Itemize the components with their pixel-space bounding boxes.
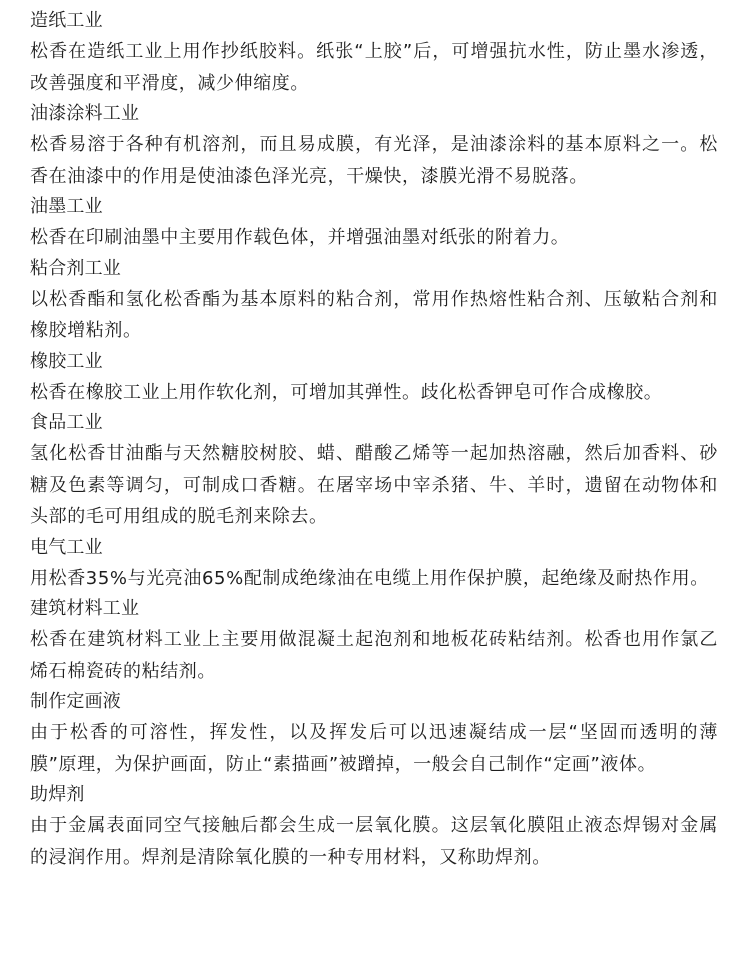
section-papermaking <box>30 6 718 99</box>
section-paragraph: 由于金属表面同空气接触后都会生成一层氧化膜。这层氧化膜阻止液态焊锡对金属的浸润作用。焊剂是清除氧化膜的一种专用材料，又称助焊剂。 <box>30 815 718 868</box>
section-paragraph: 松香易溶于各种有机溶剂，而且易成膜，有光泽，是油漆涂料的基本原料之一。松香在油漆中的作用是使油漆色泽光亮，干燥快，漆膜光滑不易脱落。 <box>30 134 718 187</box>
section-heading: 油墨工业 <box>30 196 103 217</box>
section-heading: 制作定画液 <box>30 691 121 712</box>
section-paragraph: 用松香35%与光亮油65%配制成绝缘油在电缆上用作保护膜，起绝缘及耐热作用。 <box>30 567 709 589</box>
section-paragraph: 松香在印刷油墨中主要用作载色体，并增强油墨对纸张的附着力。 <box>30 227 570 248</box>
section-heading: 粘合剂工业 <box>30 257 121 279</box>
section-paragraph: 氢化松香甘油酯与天然糖胶树胶、蜡、醋酸乙烯等一起加热溶融，然后加香料、砂糖及色素等调匀，可制成口香糖。在屠宰场中宰杀猪、牛、羊时，遗留在动物体和头部的毛可用组成的脱毛剂来除去。 <box>30 443 718 527</box>
section-paragraph: 松香在橡胶工业上用作软化剂，可增加其弹性。歧化松香钾皂可作合成橡胶。 <box>30 381 663 403</box>
section-heading: 助焊剂 <box>30 784 85 805</box>
section-paragraph: 以松香酯和氢化松香酯为基本原料的粘合剂，常用作热熔性粘合剂、压敏粘合剂和橡胶增粘剂。 <box>30 288 718 341</box>
section-paragraph: 松香在造纸工业上用作抄纸胶料。纸张“上胶”后，可增强抗水性，防止墨水渗透，改善强度和平滑度，减少伸缩度。 <box>30 41 718 94</box>
section-building-materials <box>30 594 718 687</box>
section-adhesive <box>30 254 718 347</box>
section-heading: 食品工业 <box>30 412 103 433</box>
section-fixative <box>30 687 718 780</box>
section-electrical <box>30 533 718 595</box>
section-heading: 造纸工业 <box>30 10 103 31</box>
section-paragraph: 由于松香的可溶性，挥发性，以及挥发后可以迅速凝结成一层“坚固而透明的薄膜”原理，为保护画面，防止“素描画”被蹭掉，一般会自己制作“定画”液体。 <box>30 722 718 775</box>
section-heading: 油漆涂料工业 <box>30 103 140 124</box>
section-paint-coatings <box>30 99 718 192</box>
section-food <box>30 408 718 533</box>
section-heading: 橡胶工业 <box>30 350 103 372</box>
section-rubber <box>30 347 718 409</box>
section-paragraph: 松香在建筑材料工业上主要用做混凝土起泡剂和地板花砖粘结剂。松香也用作氯乙烯石棉瓷砖的粘结剂。 <box>30 629 718 682</box>
section-heading: 建筑材料工业 <box>30 598 140 619</box>
section-flux <box>30 780 718 873</box>
section-ink <box>30 192 718 254</box>
section-heading: 电气工业 <box>30 536 103 558</box>
document-body <box>30 6 718 873</box>
